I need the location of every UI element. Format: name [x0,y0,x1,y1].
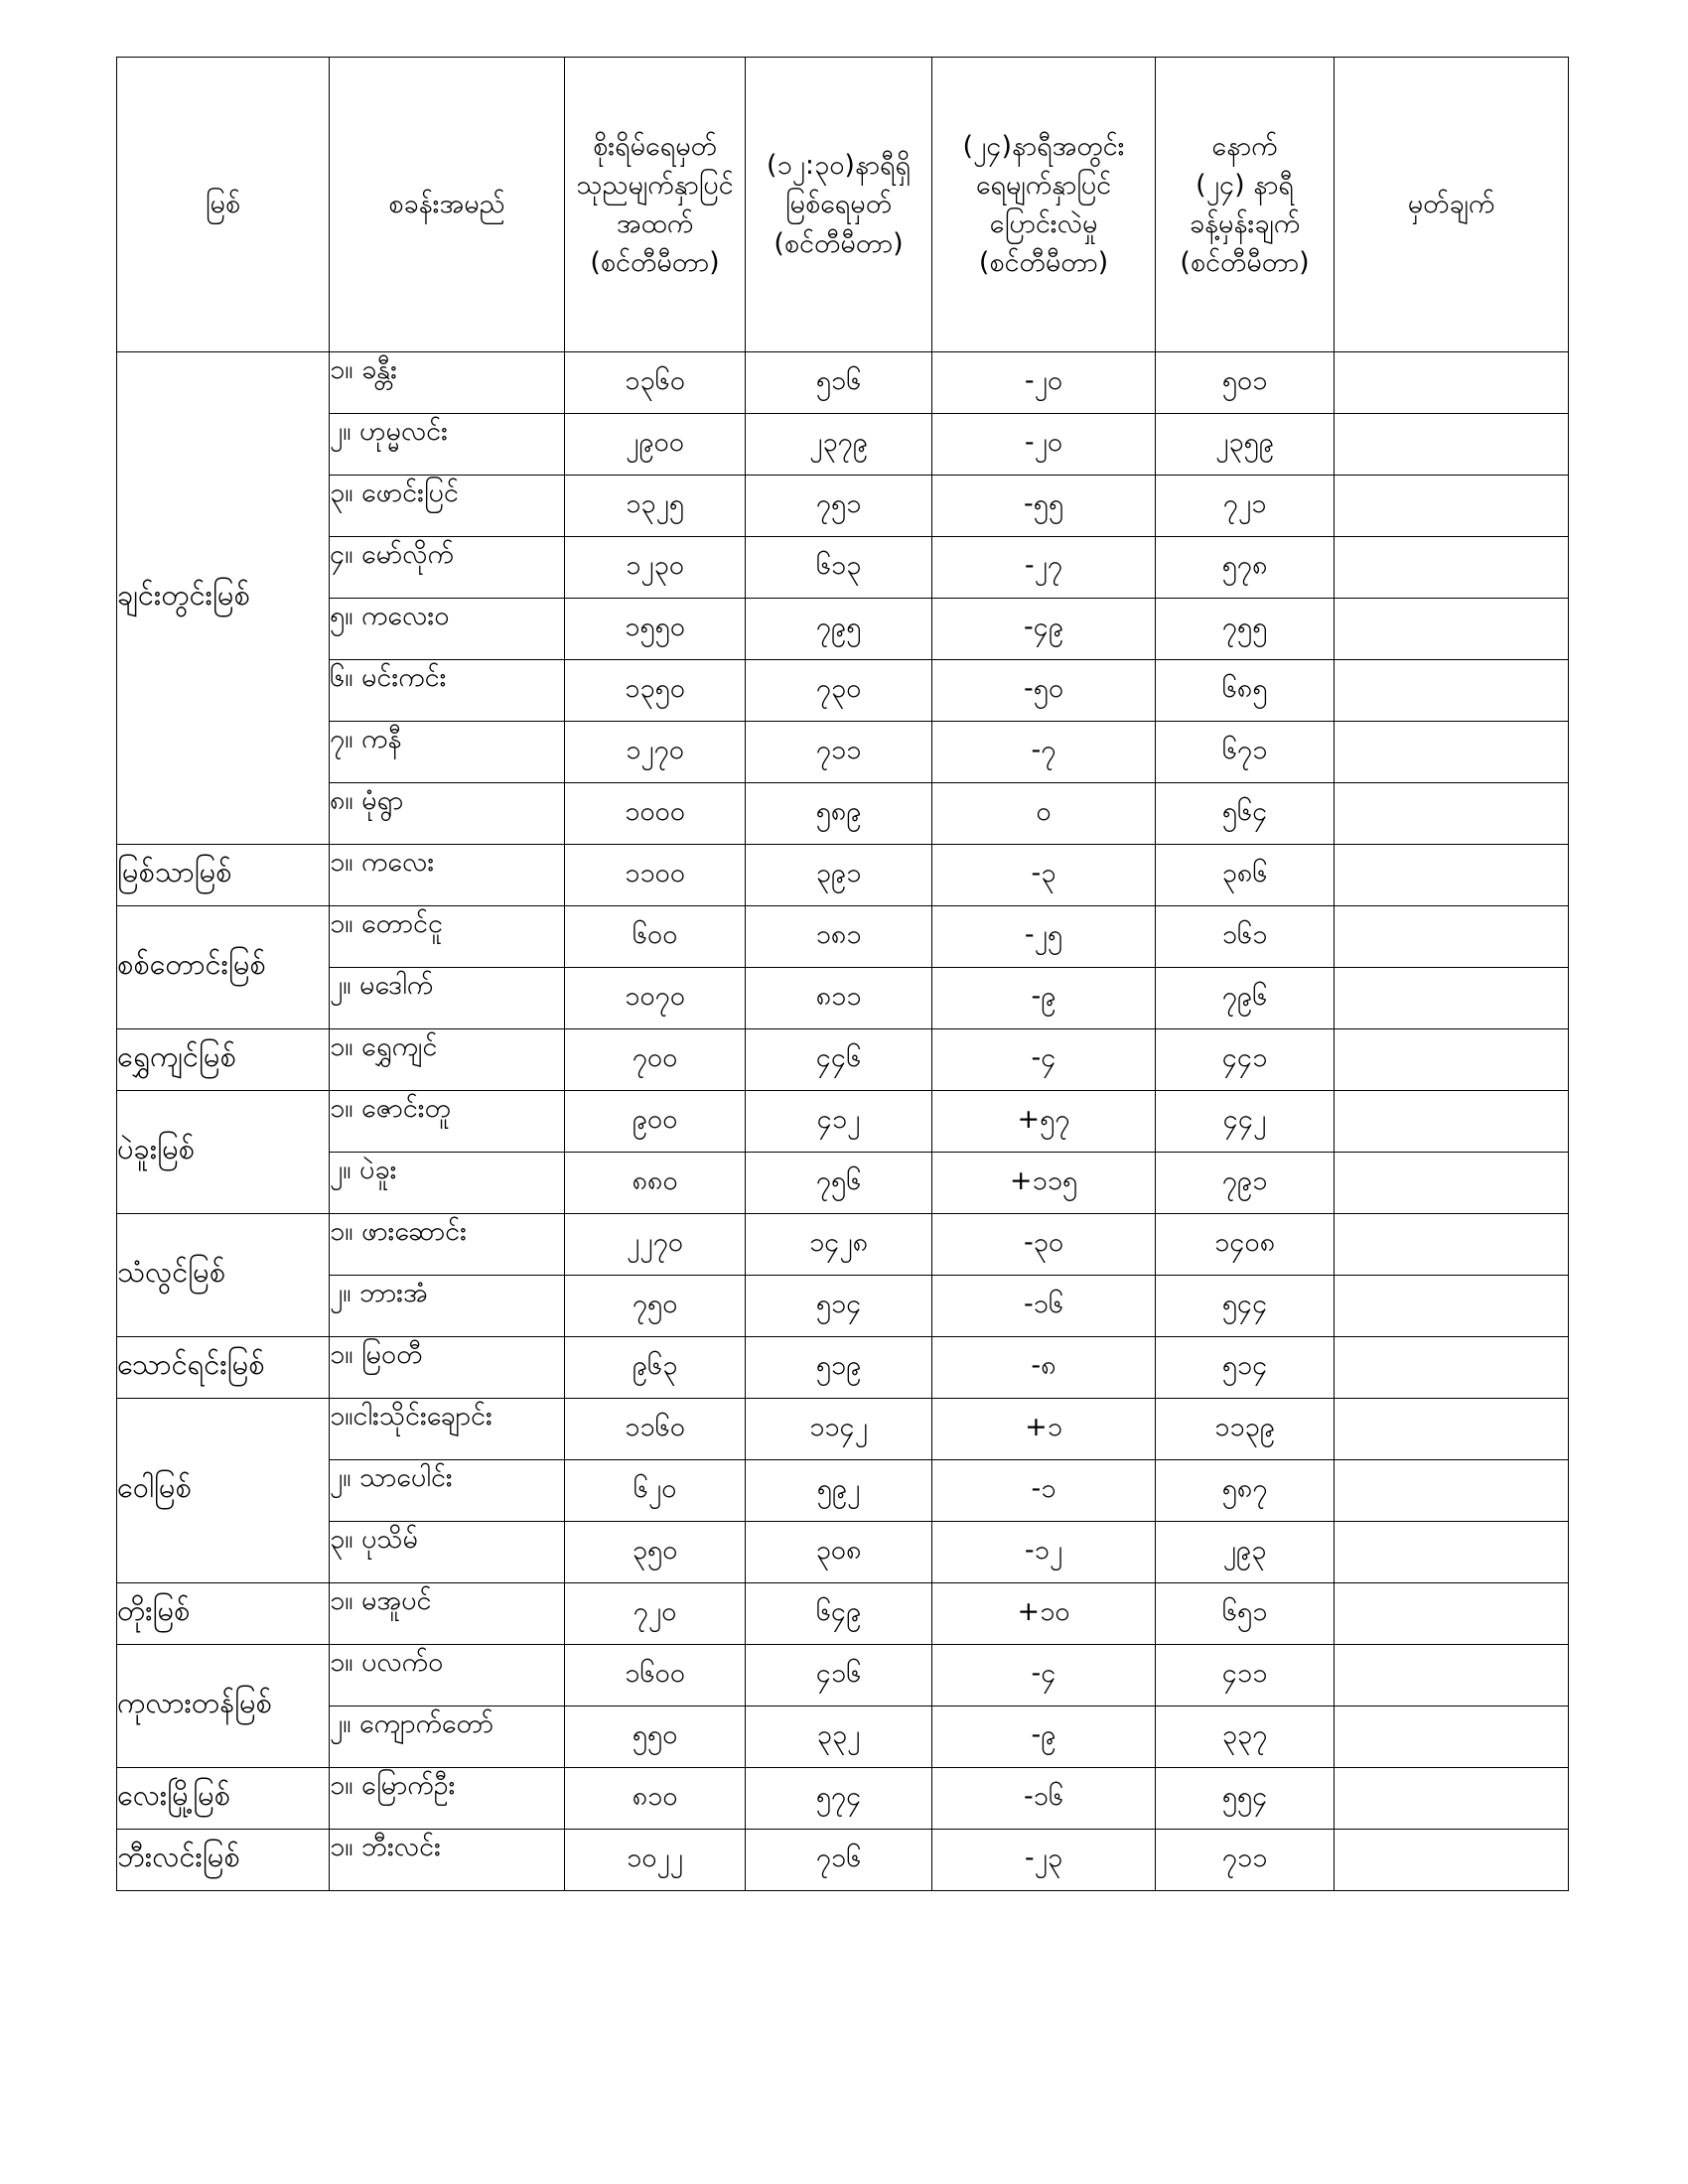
forecast-24h-cell: ၄၁၁ [1156,1645,1335,1706]
station-name-cell: ၈။ မုံရွာ [330,783,565,845]
header-remark: မှတ်ချက် [1335,58,1569,352]
danger-level-cell: ၂၉၀၀ [565,414,746,476]
station-name-cell: ၁။ ကလေး [330,845,565,906]
table-row [117,1583,1569,1645]
forecast-24h-cell: ၅၈၇ [1156,1460,1335,1522]
forecast-24h-cell: ၅၇၈ [1156,537,1335,599]
remark-cell [1335,1091,1569,1153]
forecast-24h-cell: ၁၁၃၉ [1156,1399,1335,1460]
change-24h-cell: -၅၀ [932,660,1156,722]
station-name-cell: ၁။ ဇောင်းတူ [330,1091,565,1153]
danger-level-cell: ၈၁၀ [565,1768,746,1830]
remark-cell [1335,1153,1569,1214]
change-24h-cell: +၅၇ [932,1091,1156,1153]
forecast-24h-cell: ၁၆၁ [1156,906,1335,968]
change-24h-cell: -၂၀ [932,352,1156,414]
forecast-24h-cell: ၅၆၄ [1156,783,1335,845]
remark-cell [1335,660,1569,722]
danger-level-cell: ၁၃၅၀ [565,660,746,722]
forecast-24h-cell: ၂၉၃ [1156,1522,1335,1583]
forecast-24h-cell: ၁၄၀၈ [1156,1214,1335,1276]
table-row [117,1399,1569,1460]
station-name-cell: ၁။ မြဝတီ [330,1337,565,1399]
river-name-cell: သံလွင်မြစ် [117,1214,330,1337]
remark-cell [1335,1830,1569,1891]
header-station: စခန်းအမည် [330,58,565,352]
station-name-cell: ၂။ ဟုမ္မလင်း [330,414,565,476]
station-name-cell: ၇။ ကနီ [330,722,565,783]
change-24h-cell: ၀ [932,783,1156,845]
forecast-24h-cell: ၇၅၅ [1156,599,1335,660]
forecast-24h-cell: ၄၄၂ [1156,1091,1335,1153]
change-24h-cell: +၁ [932,1399,1156,1460]
header-danger-level: စိုးရိမ်ရေမှတ် သုညမျက်နှာပြင် အထက် (စင်တီမီတာ) [565,58,746,352]
river-name-cell: ပဲခူးမြစ် [117,1091,330,1214]
forecast-24h-cell: ၆၈၅ [1156,660,1335,722]
current-level-cell: ၁၁၄၂ [746,1399,932,1460]
change-24h-cell: -၄ [932,1645,1156,1706]
table-row [117,414,1569,476]
current-level-cell: ၇၁၆ [746,1830,932,1891]
change-24h-cell: -၂၃ [932,1830,1156,1891]
change-24h-cell: -၃၀ [932,1214,1156,1276]
current-level-cell: ၇၉၅ [746,599,932,660]
remark-cell [1335,1337,1569,1399]
danger-level-cell: ၁၀၇၀ [565,968,746,1029]
table-row [117,1706,1569,1768]
river-level-table [116,57,1569,1891]
change-24h-cell: +၁၀ [932,1583,1156,1645]
current-level-cell: ၆၄၉ [746,1583,932,1645]
station-name-cell: ၂။ မဒေါက် [330,968,565,1029]
current-level-cell: ၄၁၂ [746,1091,932,1153]
change-24h-cell: -၁၆ [932,1768,1156,1830]
current-level-cell: ၅၉၂ [746,1460,932,1522]
danger-level-cell: ၅၅၀ [565,1706,746,1768]
table-row [117,1214,1569,1276]
change-24h-cell: -၁၆ [932,1276,1156,1337]
current-level-cell: ၃၃၂ [746,1706,932,1768]
current-level-cell: ၂၃၇၉ [746,414,932,476]
remark-cell [1335,476,1569,537]
forecast-24h-cell: ၄၄၁ [1156,1029,1335,1091]
table-row [117,783,1569,845]
river-name-cell: စစ်တောင်းမြစ် [117,906,330,1029]
change-24h-cell: -၄၉ [932,599,1156,660]
current-level-cell: ၃၉၁ [746,845,932,906]
current-level-cell: ၇၁၁ [746,722,932,783]
river-name-cell: ဝေါမြစ် [117,1399,330,1583]
remark-cell [1335,414,1569,476]
station-name-cell: ၂။ ကျောက်တော် [330,1706,565,1768]
forecast-24h-cell: ၇၉၁ [1156,1153,1335,1214]
remark-cell [1335,1029,1569,1091]
table-row [117,1029,1569,1091]
header-24h-forecast: နောက် (၂၄) နာရီ ခန့်မှန်းချက် (စင်တီမီတာ) [1156,58,1335,352]
danger-level-cell: ၁၃၂၅ [565,476,746,537]
table-row [117,1768,1569,1830]
remark-cell [1335,783,1569,845]
river-name-cell: မြစ်သာမြစ် [117,845,330,906]
current-level-cell: ၅၇၄ [746,1768,932,1830]
remark-cell [1335,1276,1569,1337]
forecast-24h-cell: ၇၁၁ [1156,1830,1335,1891]
change-24h-cell: -၅၅ [932,476,1156,537]
change-24h-cell: -၃ [932,845,1156,906]
current-level-cell: ၅၁၄ [746,1276,932,1337]
danger-level-cell: ၂၂၇၀ [565,1214,746,1276]
current-level-cell: ၅၁၆ [746,352,932,414]
danger-level-cell: ၁၁၆၀ [565,1399,746,1460]
station-name-cell: ၁။ ဖားဆောင်း [330,1214,565,1276]
danger-level-cell: ၁၅၅၀ [565,599,746,660]
station-name-cell: ၁။ ခန္တီး [330,352,565,414]
forecast-24h-cell: ၃၈၆ [1156,845,1335,906]
station-name-cell: ၆။ မင်းကင်း [330,660,565,722]
table-row [117,660,1569,722]
danger-level-cell: ၇၀၀ [565,1029,746,1091]
table-row [117,1522,1569,1583]
current-level-cell: ၈၁၁ [746,968,932,1029]
remark-cell [1335,1768,1569,1830]
forecast-24h-cell: ၆၅၁ [1156,1583,1335,1645]
remark-cell [1335,352,1569,414]
change-24h-cell: -၇ [932,722,1156,783]
current-level-cell: ၄၄၆ [746,1029,932,1091]
header-row [117,58,1569,352]
danger-level-cell: ၈၈၀ [565,1153,746,1214]
forecast-24h-cell: ၃၃၇ [1156,1706,1335,1768]
table-row [117,537,1569,599]
table-body [117,352,1569,1891]
remark-cell [1335,537,1569,599]
danger-level-cell: ၇၅၀ [565,1276,746,1337]
station-name-cell: ၁။ ဘီးလင်း [330,1830,565,1891]
table-row [117,1091,1569,1153]
station-name-cell: ၁။ မအူပင် [330,1583,565,1645]
danger-level-cell: ၁၂၃၀ [565,537,746,599]
remark-cell [1335,1645,1569,1706]
table-row [117,1645,1569,1706]
remark-cell [1335,1460,1569,1522]
table-row [117,1153,1569,1214]
station-name-cell: ၂။ သာပေါင်း [330,1460,565,1522]
table-row [117,1276,1569,1337]
station-name-cell: ၃။ ဖောင်းပြင် [330,476,565,537]
river-name-cell: ဘီးလင်းမြစ် [117,1830,330,1891]
river-name-cell: လေးမြို့မြစ် [117,1768,330,1830]
danger-level-cell: ၁၂၇၀ [565,722,746,783]
remark-cell [1335,1522,1569,1583]
current-level-cell: ၇၃၀ [746,660,932,722]
danger-level-cell: ၁၆၀၀ [565,1645,746,1706]
current-level-cell: ၅၈၉ [746,783,932,845]
river-name-cell: ချင်းတွင်းမြစ် [117,352,330,845]
river-name-cell: ရွှေကျင်မြစ် [117,1029,330,1091]
station-name-cell: ၁။ တောင်ငူ [330,906,565,968]
station-name-cell: ၃။ ပုသိမ် [330,1522,565,1583]
table-row [117,906,1569,968]
station-name-cell: ၁။ မြောက်ဦး [330,1768,565,1830]
remark-cell [1335,599,1569,660]
forecast-24h-cell: ၅၁၄ [1156,1337,1335,1399]
table-row [117,599,1569,660]
change-24h-cell: -၁၂ [932,1522,1156,1583]
table-row [117,845,1569,906]
header-24h-change: (၂၄)နာရီအတွင်း ရေမျက်နှာပြင် ပြောင်းလဲမှု (စင်တီမီတာ) [932,58,1156,352]
station-name-cell: ၅။ ကလေးဝ [330,599,565,660]
danger-level-cell: ၆၂၀ [565,1460,746,1522]
current-level-cell: ၃၀၈ [746,1522,932,1583]
current-level-cell: ၇၅၆ [746,1153,932,1214]
station-name-cell: ၄။ မော်လိုက် [330,537,565,599]
table-row [117,352,1569,414]
change-24h-cell: -၁ [932,1460,1156,1522]
current-level-cell: ၁၄၂၈ [746,1214,932,1276]
current-level-cell: ၄၁၆ [746,1645,932,1706]
forecast-24h-cell: ၅၅၄ [1156,1768,1335,1830]
station-name-cell: ၁။ ရွှေကျင် [330,1029,565,1091]
change-24h-cell: -၈ [932,1337,1156,1399]
change-24h-cell: -၉ [932,1706,1156,1768]
table-row [117,722,1569,783]
change-24h-cell: +၁၁၅ [932,1153,1156,1214]
change-24h-cell: -၄ [932,1029,1156,1091]
danger-level-cell: ၉၀၀ [565,1091,746,1153]
river-name-cell: သောင်ရင်းမြစ် [117,1337,330,1399]
table-row [117,1337,1569,1399]
remark-cell [1335,1399,1569,1460]
station-name-cell: ၂။ ဘားအံ [330,1276,565,1337]
remark-cell [1335,1583,1569,1645]
header-current-level: (၁၂:၃၀)နာရီရှိ မြစ်ရေမှတ် (စင်တီမီတာ) [746,58,932,352]
danger-level-cell: ၁၃၆၀ [565,352,746,414]
river-name-cell: တိုးမြစ် [117,1583,330,1645]
danger-level-cell: ၇၂၀ [565,1583,746,1645]
danger-level-cell: ၉၆၃ [565,1337,746,1399]
river-name-cell: ကုလားတန်မြစ် [117,1645,330,1768]
station-name-cell: ၁။ငါးသိုင်းချောင်း [330,1399,565,1460]
forecast-24h-cell: ၆၇၁ [1156,722,1335,783]
danger-level-cell: ၁၀၀၀ [565,783,746,845]
remark-cell [1335,906,1569,968]
table-row [117,1460,1569,1522]
table-row [117,1830,1569,1891]
remark-cell [1335,968,1569,1029]
change-24h-cell: -၉ [932,968,1156,1029]
danger-level-cell: ၁၁၀၀ [565,845,746,906]
forecast-24h-cell: ၅၄၄ [1156,1276,1335,1337]
current-level-cell: ၇၅၁ [746,476,932,537]
remark-cell [1335,1706,1569,1768]
station-name-cell: ၂။ ပဲခူး [330,1153,565,1214]
remark-cell [1335,845,1569,906]
current-level-cell: ၆၁၃ [746,537,932,599]
remark-cell [1335,722,1569,783]
header-river: မြစ် [117,58,330,352]
change-24h-cell: -၂၀ [932,414,1156,476]
forecast-24h-cell: ၅၀၁ [1156,352,1335,414]
remark-cell [1335,1214,1569,1276]
table-row [117,476,1569,537]
current-level-cell: ၁၈၁ [746,906,932,968]
station-name-cell: ၁။ ပလက်ဝ [330,1645,565,1706]
forecast-24h-cell: ၇၉၆ [1156,968,1335,1029]
change-24h-cell: -၂၇ [932,537,1156,599]
current-level-cell: ၅၁၉ [746,1337,932,1399]
danger-level-cell: ၆၀၀ [565,906,746,968]
danger-level-cell: ၁၀၂၂ [565,1830,746,1891]
forecast-24h-cell: ၂၃၅၉ [1156,414,1335,476]
forecast-24h-cell: ၇၂၁ [1156,476,1335,537]
change-24h-cell: -၂၅ [932,906,1156,968]
danger-level-cell: ၃၅၀ [565,1522,746,1583]
table-row [117,968,1569,1029]
